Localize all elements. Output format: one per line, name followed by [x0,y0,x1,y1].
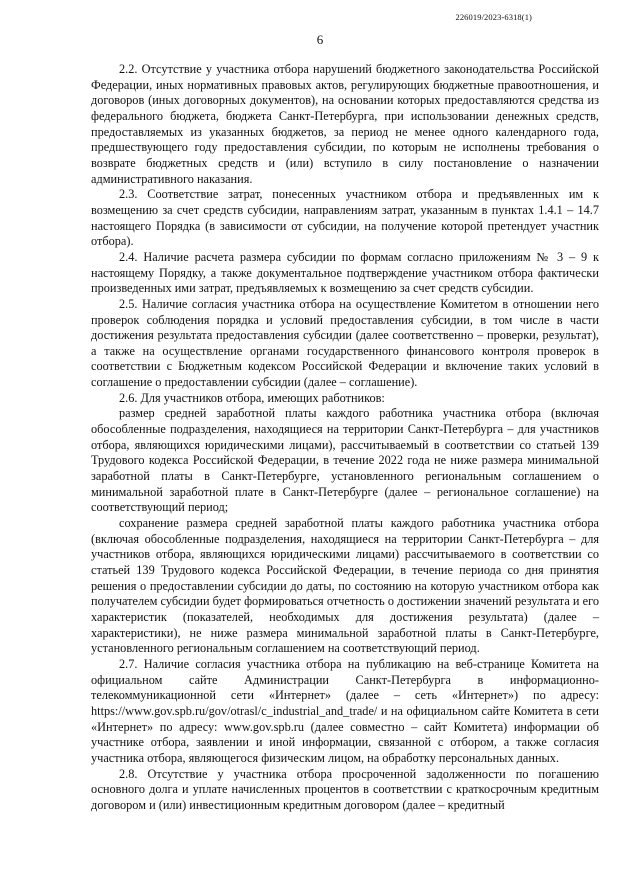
document-body [91,62,599,814]
paragraph-2-8: 2.8. Отсутствие у участника отбора просроченной задолженности по погашению основного долга и уплате начисленных процентов в соответствии с краткосрочным кредитным договором и (или) инвестиционным кредитным договором (далее – кредитный [91,766,599,812]
paragraph-2-2: 2.2. Отсутствие у участника отбора нарушений бюджетного законодательства Российской Федерации, иных нормативных правовых актов, регулирующих бюджетные правоотношения, и договоров (иных договорных документов), на основании которых предоставляются средства из федерального бюджета, бюджета Санкт-Петербурга, при использовании денежных средств, предоставляемых из указанных бюджетов, за период не менее одного календарного года, предшествующего году предоставления субсидии, по которым не исполнены требования о возврате бюджетных средств и (или) вступило в силу постановление о назначении административного наказания. [91,62,599,186]
paragraph-2-7: 2.7. Наличие согласия участника отбора на публикацию на веб-странице Комитета на официальном сайте Администрации Санкт-Петербурга в информационно-телекоммуникационной сети «Интернет» (далее – сеть «Интернет») по адресу: https://www.gov.spb.ru/gov/otrasl/c_industrial_and_trade/ и на официальном сайте Комитета в сети «Интернет» по адресу: www.gov.spb.ru (далее совместно – сайт Комитета) информации об участнике отбора, заявлении и иной информации, связанной с отбором, а также согласия участника отбора, являющегося физическим лицом, на обработку персональных данных. [91,656,599,765]
paragraph-2-5: 2.5. Наличие согласия участника отбора на осуществление Комитетом в отношении него проверок соблюдения порядка и условий предоставления субсидии, в том числе в части достижения результата предоставления субсидии (далее соответственно – проверки, результат), а также на осуществление органами государственного финансового контроля проверок в соответствии с Бюджетным кодексом Российской Федерации и включение таких условий в соглашение о предоставлении субсидии (далее – соглашение). [91,296,599,390]
document-number: 226019/2023-6318(1) [455,12,532,22]
page-number: 6 [316,32,324,47]
paragraph-2-3: 2.3. Соответствие затрат, понесенных участником отбора и предъявленных им к возмещению за счет средств субсидии, направлениям затрат, указанным в пунктах 1.4.1 – 14.7 настоящего Порядка (в зависимости от субсидии, на получение которой претендует участник отбора). [91,187,599,249]
paragraph-2-6: 2.6. Для участников отбора, имеющих работников: [119,390,385,405]
paragraph-2-6-salary-size: размер средней заработной платы каждого работника участника отбора (включая обособленные подразделения, находящиеся на территории Санкт-Петербурга – для участников отбора, являющихся юридическими лицами), рассчитываемый в соответствии со статьей 139 Трудового кодекса Российской Федерации, в течение 2022 года не ниже размера минимальной заработной платы в Санкт-Петербурге, установленного региональным соглашением о минимальной заработной плате в Санкт-Петербурге (далее – региональное соглашение) на соответствующий период; [91,406,599,515]
paragraph-2-4: 2.4. Наличие расчета размера субсидии по формам согласно приложениям № 3 – 9 к настоящему Порядку, а также документальное подтверждение участником отбора фактически произведенных ими затрат, предъявляемых к возмещению за счет средств субсидии. [91,249,599,296]
paragraph-2-6-salary-retention: сохранение размера средней заработной платы каждого работника участника отбора (включая обособленные подразделения, находящиеся на территории Санкт-Петербурга – для участников отбора, являющихся юридическими лицами) рассчитываемого в соответствии со статьей 139 Трудового кодекса Российской Федерации, в течение периода со дня принятия решения о предоставлении субсидии до даты, по состоянию на которую участником отбора как получателем субсидии будет формироваться отчетность о достижении значений результата и его характеристик (показателей, необходимых для достижения результата) (далее – характеристики), не ниже размера минимальной заработной платы в Санкт-Петербурге, установленного региональным соглашением на соответствующий период. [91,516,599,656]
